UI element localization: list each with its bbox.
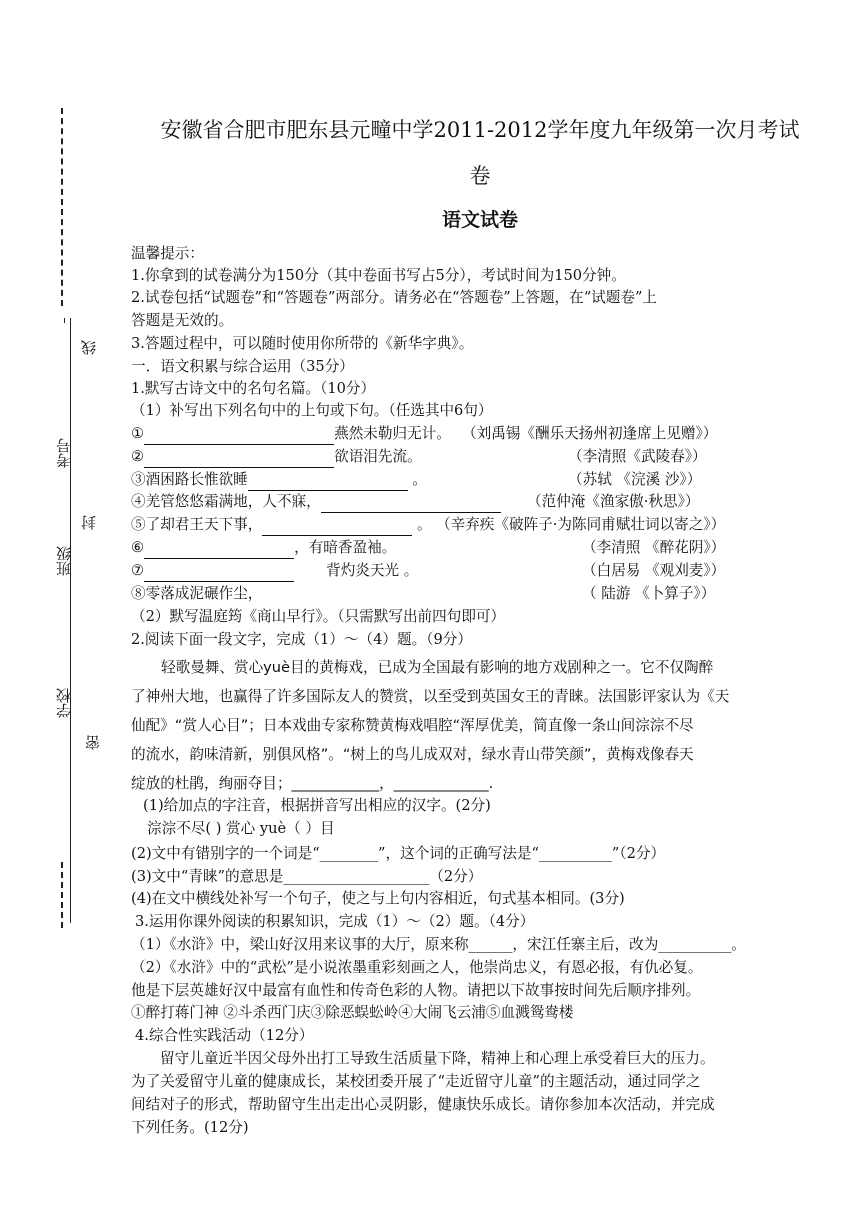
q2-sub3: (3)文中“青睐”的意思是____________________（2分） [131,868,483,885]
binding-dashed-line [61,862,63,928]
q1-sub1: （1）补写出下列名句中的上句或下句。（任选其中6句） [131,402,493,419]
q2-passage-line-1: 轻歌曼舞、赏心yuè目的黄梅戏，已成为全国最有影响的地方戏剧种之一。它不仅陶醉 [161,659,714,676]
tips-heading: 温馨提示： [131,245,204,262]
poem-item-3: ③酒困路长惟欲睡 。 [131,469,427,491]
q2-sub4: (4)在文中横线处补写一个句子，使之与上句内容相近，句式基本相同。(3分) [131,890,625,907]
tip-2a: 2.试卷包括“试题卷”和“答题卷”两部分。请务必在“答题卷”上答题，在“试题卷”上 [131,289,658,306]
exam-title-line2: 卷 [469,164,491,188]
poem-item-5: ⑤了却君王天下事， 。 [131,514,432,536]
q1-heading: 1.默写古诗文中的名句名篇。（10分） [131,380,376,397]
answer-blank[interactable] [144,565,294,582]
answer-blank[interactable] [262,519,412,536]
poem-item-6: ⑥ ，有暗香盈袖。 [131,537,396,559]
poem-source-5: （辛弃疾《破阵子·为陈同甫赋壮词以寄之》） [436,516,726,533]
section-1-heading: 一．语文积累与综合运用（35分） [131,358,354,375]
answer-blank[interactable] [144,542,294,559]
q2-sub1-answer-line: 淙淙不尽( ) 赏心 yuè（ ）目 [147,820,335,837]
q1-sub2: （2）默写温庭筠《商山早行》。（只需默写出前四句即可） [131,608,506,625]
poem-item-2: ② 欲语泪先流。 [131,446,422,468]
binding-solid-line [70,318,71,923]
q2-sub1: (1)给加点的字注音，根据拼音写出相应的汉字。(2分) [143,797,491,814]
poem-source-2: （李清照《武陵春》） [568,448,707,465]
answer-blank[interactable]: _____________. [393,775,494,792]
q4-line-3: 间结对子的形式，帮助留守生出走出心灵阴影，健康快乐成长。请你参加本次活动，并完成 [131,1096,715,1113]
poem-source-1: （刘禹锡《酬乐天扬州初逢席上见赠》） [462,425,718,442]
q4-heading: 4.综合性实践活动（12分） [135,1027,314,1044]
answer-blank[interactable] [321,496,501,513]
secret-label: 密 [84,735,102,750]
poem-item-7: ⑦ 背灼炎天光 。 [131,560,418,582]
class-label: 班级 [55,546,73,576]
poem-source-3: （苏轼 《浣溪 沙》） [568,471,702,488]
exam-no-label: 考号 [55,438,73,468]
poem-item-1: ① 燕然未勒归无计。 [131,423,451,445]
q3-sub2-line-1: （2）《水浒》中的“武松”是小说浓墨重彩刻画之人，他崇尚忠义，有恩必报，有仇必复。 [131,959,703,976]
line-label: 线 [80,340,98,355]
q2-passage-line-4: 的流水，韵味清新，别俱风格”。“树上的鸟儿成双对，绿水青山带笑颜”，黄梅戏像春天 [131,746,694,763]
poem-item-4: ④羌管悠悠霜满地，人不寐， [131,491,501,513]
school-label: 学校 [55,688,73,718]
q3-sub2-options: ①醉打蒋门神 ②斗杀西门庆③除恶蜈蚣岭④大闹飞云浦⑤血溅鸳鸯楼 [131,1004,574,1021]
q3-sub1: （1）《水浒》中，梁山好汉用来议事的大厅，原来称______，宋江任寨主后，改为__________。 [131,936,746,953]
poem-item-8: ⑧零落成泥碾作尘， [131,585,263,602]
q2-passage-line-2: 了神州大地，也赢得了许多国际友人的赞赏，以至受到英国女王的青睐。法国影评家认为《天 [131,688,730,705]
q3-sub2-line-2: 他是下层英雄好汉中最富有血性和传奇色彩的人物。请把以下故事按时间先后顺序排列。 [131,982,701,999]
seal-label: 封 [80,515,98,530]
q2-passage-line-3: 仙配》“赏人心目”；日本戏曲专家称赞黄梅戏唱腔“浑厚优美，简直像一条山间淙淙不尽 [131,717,694,734]
q4-line-1: 留守儿童近半因父母外出打工导致生活质量下降，精神上和心理上承受着巨大的压力。 [160,1050,715,1067]
poem-source-6: （李清照 《醉花阴》） [582,539,726,556]
poem-source-8: （ 陆游 《卜算子》） [582,585,716,602]
q4-line-4: 下列任务。(12分) [131,1119,249,1136]
binding-tick [64,318,65,323]
subject-title: 语文试卷 [441,209,518,231]
answer-blank[interactable] [144,428,334,445]
q4-line-2: 为了关爱留守儿童的健康成长，某校团委开展了“走近留守儿童”的主题活动，通过同学之 [131,1073,701,1090]
answer-blank[interactable]: ____________ [291,775,380,792]
answer-blank[interactable] [248,474,408,491]
poem-source-4: （范仲淹《渔家傲·秋思》） [527,493,700,510]
tip-2b: 答题是无效的。 [131,312,234,329]
poem-source-7: （白居易 《观刈麦》） [582,562,726,579]
q3-heading: 3.运用你课外阅读的积累知识，完成（1）～（2）题。（4分） [135,913,535,930]
q2-heading: 2.阅读下面一段文字，完成（1）～（4）题。（9分） [131,631,472,648]
exam-title-line1: 安徽省合肥市肥东县元疃中学2011-2012学年度九年级第一次月考试 [160,118,800,142]
tip-3: 3.答题过程中，可以随时使用你所带的《新华字典》。 [131,335,474,352]
binding-margin [0,0,110,1216]
answer-blank[interactable] [144,451,334,468]
q2-sub2: (2)文中有错别字的一个词是“________”，这个词的正确写法是“__________”（2分） [131,845,666,862]
q2-passage-line-5: 绽放的杜鹃，绚丽夺目；____________，_____________. [131,775,494,792]
binding-dashed-line [61,108,63,306]
tip-1: 1.你拿到的试卷满分为150分（其中卷面书写占5分），考试时间为150分钟。 [131,267,626,284]
